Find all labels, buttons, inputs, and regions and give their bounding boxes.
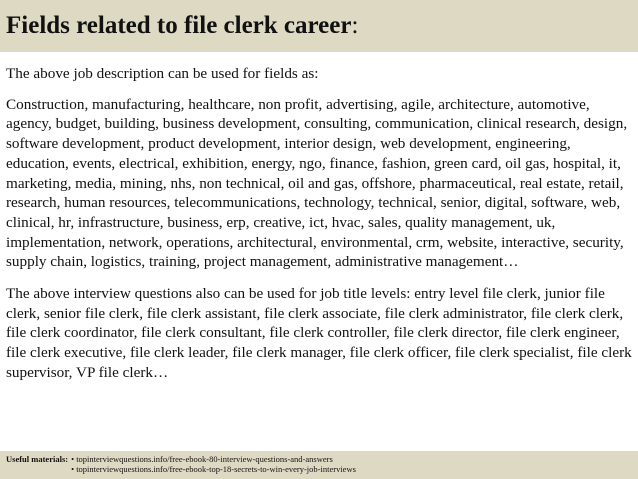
- useful-material-link[interactable]: • topinterviewquestions.info/free-ebook-80-interview-questions-and-answers: [71, 454, 333, 464]
- useful-material-link[interactable]: • topinterviewquestions.info/free-ebook-top-18-secrets-to-win-every-job-interviews: [71, 464, 356, 474]
- useful-materials-list: [71, 454, 356, 479]
- footer-bar: [0, 451, 638, 479]
- main-content: [6, 64, 634, 383]
- useful-materials-label: Useful materials:: [6, 454, 69, 464]
- job-levels-paragraph: The above interview questions also can be used for job title levels: entry level file clerk, junior file clerk, senior file clerk, file clerk assistant, file clerk associate, file clerk administrator, file clerk clerk, file clerk coordinator, file clerk consultant, file clerk controller, file clerk director, file clerk engineer, file clerk executive, file clerk leader, file clerk manager, file clerk officer, file clerk specialist, file clerk supervisor, VP file clerk…: [6, 285, 632, 381]
- page-title-colon: :: [351, 12, 359, 39]
- page-title: [6, 11, 638, 41]
- intro-paragraph: The above job description can be used for fields as:: [6, 65, 319, 82]
- fields-paragraph: Construction, manufacturing, healthcare, non profit, advertising, agile, architecture, automotive, agency, budget, building, business development, consulting, communication, clinical research, design, software development, product development, interior design, web development, engineering, education, events, electrical, exhibition, energy, ngo, finance, fashion, green card, oil gas, hospital, it, marketing, media, mining, nhs, non technical, oil and gas, offshore, pharmaceutical, real estate, retail, research, human resources, telecommunications, technology, technical, senior, digital, software, web, clinical, hr, infrastructure, business, erp, creative, ict, hvac, sales, quality management, uk, implementation, network, operations, architectural, environmental, crm, website, interactive, security, supply chain, logistics, training, project management, administrative management…: [6, 95, 628, 271]
- title-bar: [0, 0, 638, 52]
- page-title-text: Fields related to file clerk career: [6, 12, 352, 39]
